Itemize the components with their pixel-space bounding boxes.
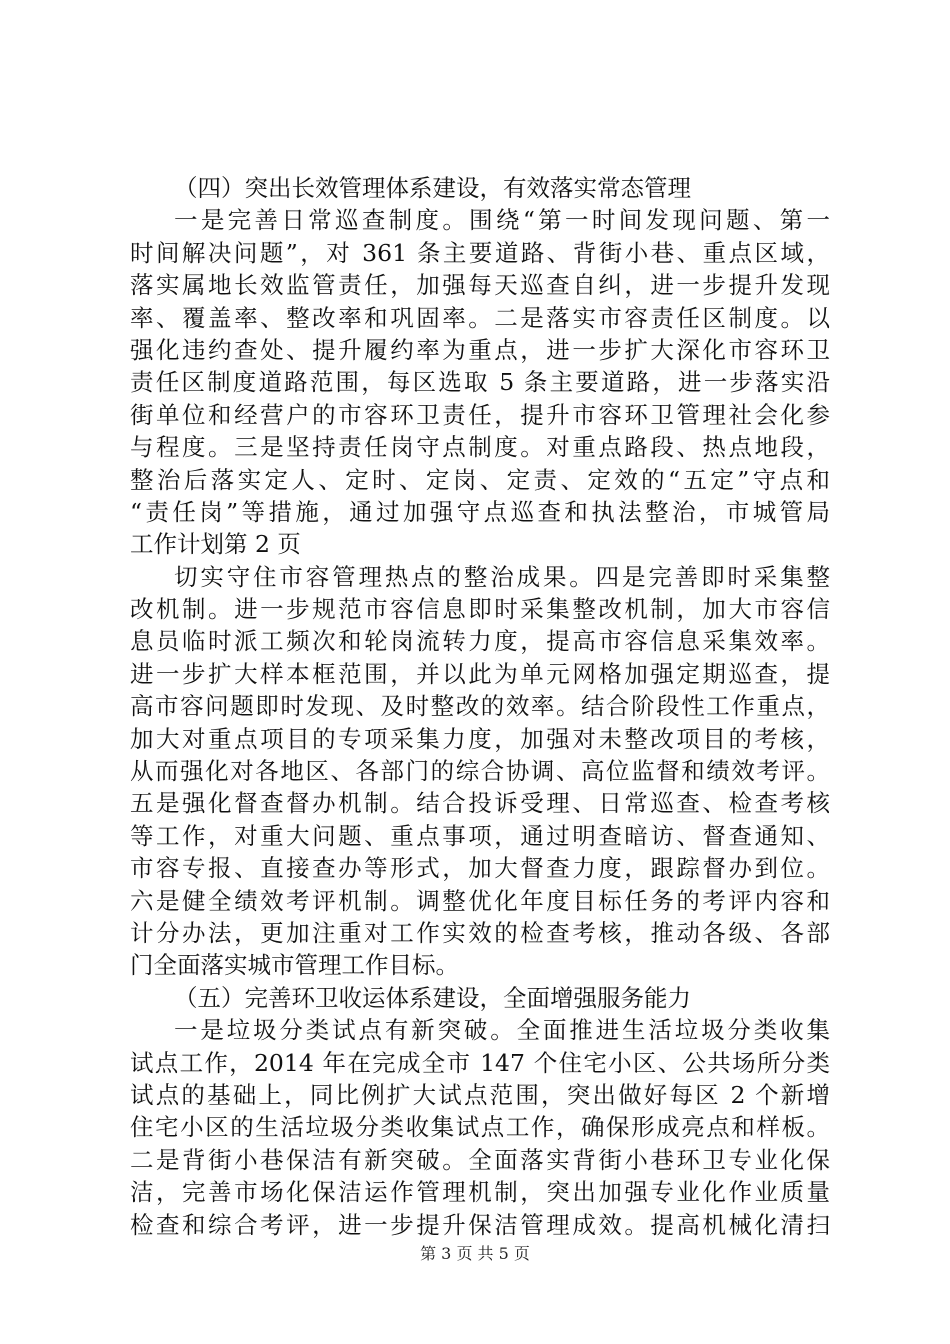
- paragraph-line: 整治后落实定人、定时、定岗、定责、定效的“五定”守点和: [130, 465, 830, 494]
- paragraph-line: 强化违约查处、提升履约率为重点，进一步扩大深化市容环卫: [130, 335, 830, 364]
- paragraph-line: 检查和综合考评，进一步提升保洁管理成效。提高机械化清扫: [130, 1210, 830, 1239]
- paragraph-line: 与程度。三是坚持责任岗守点制度。对重点路段、热点地段，: [130, 433, 830, 462]
- paragraph-line: 落实属地长效监管责任，加强每天巡查自纠，进一步提升发现: [130, 271, 830, 300]
- paragraph-line: 五是强化督查督办机制。结合投诉受理、日常巡查、检查考核: [130, 789, 830, 818]
- paragraph-line: 二是背街小巷保洁有新突破。全面落实背街小巷环卫专业化保: [130, 1145, 830, 1174]
- section-heading-5: （五）完善环卫收运体系建设，全面增强服务能力: [174, 983, 691, 1012]
- paragraph-line: 工作计划第 2 页: [130, 530, 301, 559]
- paragraph-line: 改机制。进一步规范市容信息即时采集整改机制，加大市容信: [130, 595, 830, 624]
- paragraph-line: 六是健全绩效考评机制。调整优化年度目标任务的考评内容和: [130, 886, 830, 915]
- paragraph-line: 加大对重点项目的专项采集力度，加强对未整改项目的考核，: [130, 724, 830, 753]
- paragraph-line: 门全面落实城市管理工作目标。: [130, 951, 459, 980]
- paragraph-line: 率、覆盖率、整改率和巩固率。二是落实市容责任区制度。以: [130, 303, 830, 332]
- paragraph-line: 息员临时派工频次和轮岗流转力度，提高市容信息采集效率。: [130, 627, 830, 656]
- paragraph-line: 进一步扩大样本框范围，并以此为单元网格加强定期巡查，提: [130, 659, 830, 688]
- paragraph-line: 试点工作，2014 年在完成全市 147 个住宅小区、公共场所分类: [130, 1048, 830, 1077]
- paragraph-line: 试点的基础上，同比例扩大试点范围，突出做好每区 2 个新增: [130, 1080, 830, 1109]
- paragraph-line: 高市容问题即时发现、及时整改的效率。结合阶段性工作重点，: [130, 692, 830, 721]
- paragraph-line: 时间解决问题”，对 361 条主要道路、背街小巷、重点区域，: [130, 238, 830, 267]
- paragraph-line: 从而强化对各地区、各部门的综合协调、高位监督和绩效考评。: [130, 757, 830, 786]
- paragraph-line: 切实守住市容管理热点的整治成果。四是完善即时采集整: [174, 562, 830, 591]
- paragraph-line: 住宅小区的生活垃圾分类收集试点工作，确保形成亮点和样板。: [130, 1113, 830, 1142]
- paragraph-line: 责任区制度道路范围，每区选取 5 条主要道路，进一步落实沿: [130, 368, 830, 397]
- page-number-footer: 第 3 页 共 5 页: [420, 1244, 530, 1263]
- paragraph-line: “责任岗”等措施，通过加强守点巡查和执法整治，市城管局: [130, 497, 830, 526]
- paragraph-line: 一是垃圾分类试点有新突破。全面推进生活垃圾分类收集: [174, 1016, 830, 1045]
- paragraph-line: 市容专报、直接查办等形式，加大督查力度，跟踪督办到位。: [130, 854, 830, 883]
- paragraph-line: 街单位和经营户的市容环卫责任，提升市容环卫管理社会化参: [130, 400, 830, 429]
- paragraph-line: 等工作，对重大问题、重点事项，通过明查暗访、督查通知、: [130, 821, 830, 850]
- section-heading-4: （四）突出长效管理体系建设，有效落实常态管理: [174, 174, 691, 202]
- document-body: [130, 172, 830, 1241]
- paragraph-line: 洁，完善市场化保洁运作管理机制，突出加强专业化作业质量: [130, 1178, 830, 1207]
- paragraph-line: 计分办法，更加注重对工作实效的检查考核，推动各级、各部: [130, 918, 830, 947]
- paragraph-line: 一是完善日常巡查制度。围绕“第一时间发现问题、第一: [174, 206, 830, 235]
